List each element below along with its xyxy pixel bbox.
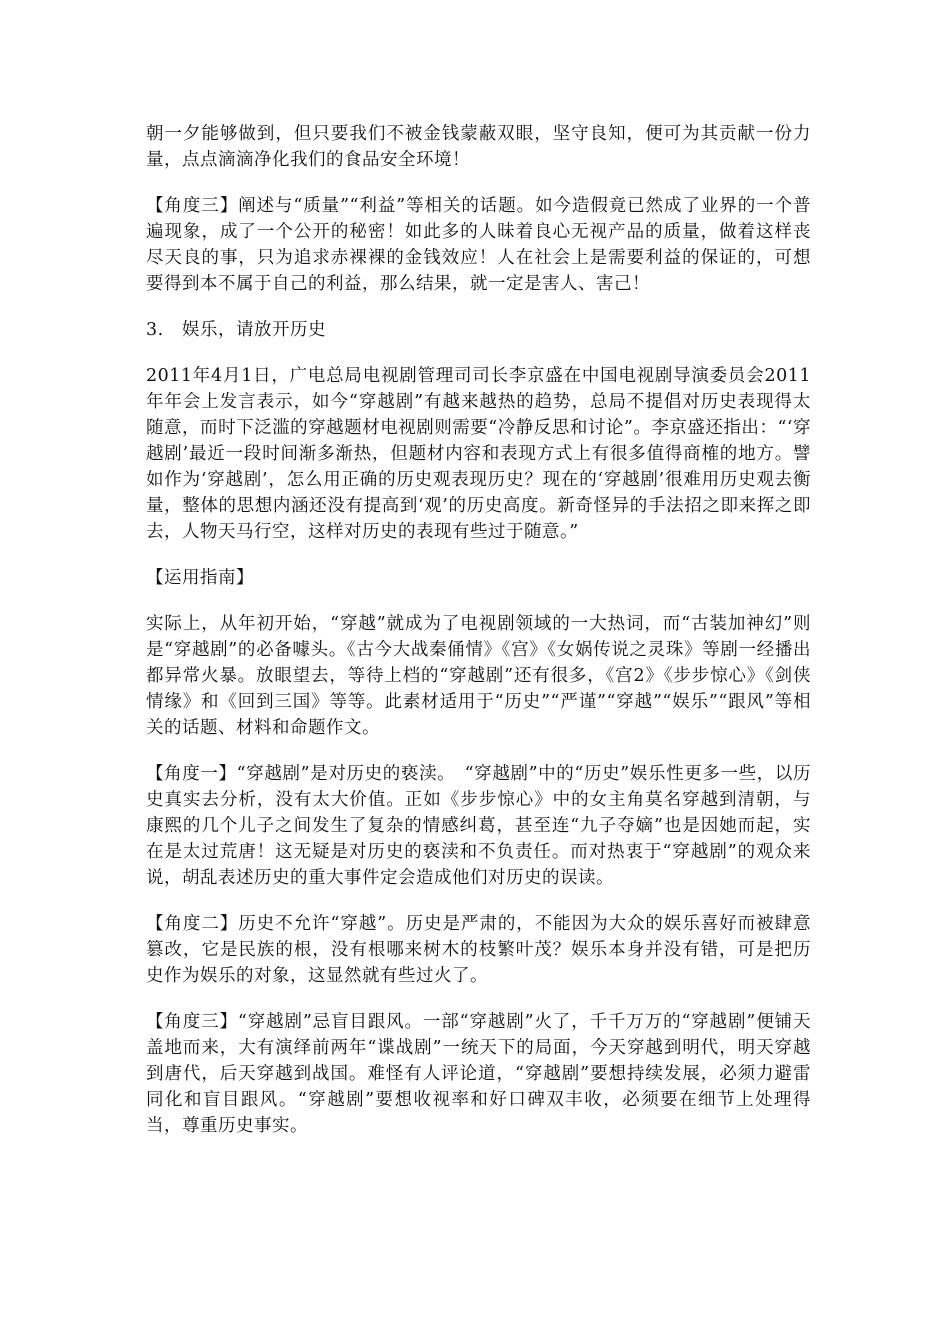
section-number: 3. [146, 320, 164, 340]
paragraph-continuation: 朝一夕能够做到，但只要我们不被金钱蒙蔽双眼，坚守良知，便可为其贡献一份力量，点点滴滴净化我们的食品安全环境！ [146, 124, 811, 170]
document-body [146, 121, 811, 1159]
section-heading [146, 317, 811, 343]
paragraph-angle-three: 【角度三】“穿越剧”忌盲目跟风。一部“穿越剧”火了，千千万万的“穿越剧”便铺天盖地而来，大有演绎前两年“谍战剧”一统天下的局面，今天穿越到明代，明天穿越到唐代，后天穿越到战国。难怪有人评论道，“穿越剧”要想持续发展，必须力避雷同化和盲目跟风。“穿越剧”要想收视率和好口碑双丰收，必须要在细节上处理得当，尊重历史事实。 [146, 1012, 811, 1136]
paragraph-angle-one: 【角度一】“穿越剧”是对历史的亵渎。 “穿越剧”中的“历史”娱乐性更多一些，以历史真实去分析，没有太大价值。正如《步步惊心》中的女主角莫名穿越到清朝，与康熙的几个儿子之间发生了复杂的情感纠葛，甚至连“九子夺嫡”也是因她而起，实在是太过荒唐！这无疑是对历史的亵渎和不负责任。而对热衷于“穿越剧”的观众来说，胡乱表述历史的重大事件定会造成他们对历史的误读。 [146, 764, 811, 888]
paragraph-news: 2011年4月1日，广电总局电视剧管理司司长李京盛在中国电视剧导演委员会2011年年会上发言表示，如今“穿越剧”有越来越热的趋势，总局不提倡对历史表现得太随意，而时下泛滥的穿越题材电视剧则需要“冷静反思和讨论”。李京盛还指出：“‘穿越剧’最近一段时间渐多渐热，但题材内容和表现方式上有很多值得商榷的地方。譬如作为‘穿越剧’，怎么用正确的历史观表现历史？现在的‘穿越剧’很难用历史观去衡量，整体的思想内涵还没有提高到‘观’的历史高度。新奇怪异的手法招之即来挥之即去，人物天马行空，这样对历史的表现有些过于随意。” [146, 366, 811, 542]
section-title: 娱乐，请放开历史 [182, 320, 326, 340]
paragraph-usage-guide: 实际上，从年初开始，“穿越”就成为了电视剧领域的一大热词，而“古装加神幻”则是“穿越剧”的必备噱头。《古今大战秦俑情》《宫》《女娲传说之灵珠》等剧一经播出都异常火暴。放眼望去，等待上档的“穿越剧”还有很多，《宫2》《步步惊心》《剑侠情缘》和《回到三国》等等。此素材适用于“历史”“严谨”“穿越”“娱乐”“跟风”等相关的话题、材料和命题作文。 [146, 614, 811, 738]
paragraph-angle-two: 【角度二】历史不允许“穿越”。历史是严肃的，不能因为大众的娱乐喜好而被肆意篡改，它是民族的根，没有根哪来树木的枝繁叶茂？娱乐本身并没有错，可是把历史作为娱乐的对象，这显然就有些过火了。 [146, 914, 811, 986]
paragraph-angle-three-quality: 【角度三】阐述与“质量”“利益”等相关的话题。如今造假竟已然成了业界的一个普遍现象，成了一个公开的秘密！如此多的人昧着良心无视产品的质量，做着这样丧尽天良的事，只为追求赤裸裸的金钱效应！人在社会上是需要利益的保证的，可想要得到本不属于自己的利益，那么结果，就一定是害人、害己！ [146, 196, 811, 294]
paragraph-usage-guide-label: 【运用指南】 [146, 568, 254, 588]
